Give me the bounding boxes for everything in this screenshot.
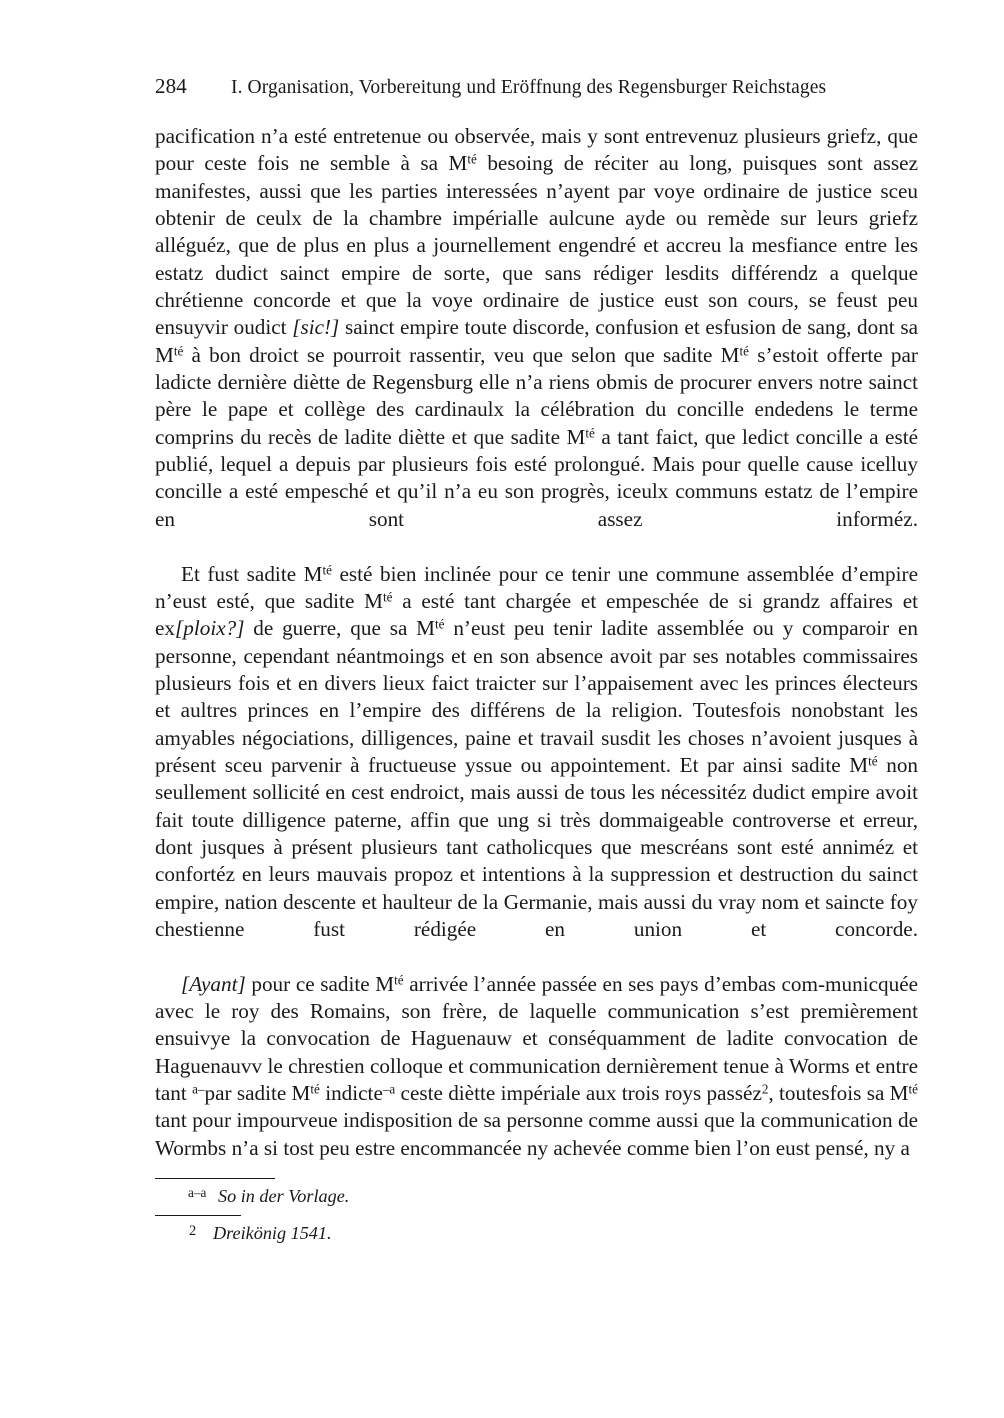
paragraph-3: [Ayant] pour ce sadite $M^{té}$ arrivée l’année passée en ses pays d’embas com-municquée avec le roy des Romains, son frère, de laquelle communication s’est premièrement ensuivye la convocation de Haguenauw et conséquamment de ladite convocation de Haguenauvv le chrestien colloque et communication dernièrement tenue à Worms et entre tant $^{a-}$par sadite $M^{té}$ indicte$^{-a}$ ceste diètte impériale aux trois roys passéz$^2$, toutesfois sa $M^{té}$ tant pour impourveue indisposition de sa personne comme aussi que la communication de Wormbs n’a si tost peu estre encommancée ny achevée comme bien l’on eust pensé, ny a <box>155 971 919 1160</box>
footnote-rule-numbered <box>155 1215 241 1216</box>
editorial-ayant: [Ayant] <box>181 971 246 996</box>
footnote-rule-variant <box>155 1178 275 1179</box>
page-number: 284 <box>155 74 187 98</box>
footnote-apparatus <box>155 1178 918 1252</box>
footnote-ref-2[interactable]: 2 <box>761 1081 769 1097</box>
footnote-a <box>155 1183 918 1209</box>
footnote-2 <box>155 1220 918 1246</box>
running-head <box>155 74 918 99</box>
footnote-marker-a: a–a <box>188 1185 207 1200</box>
footnote-ref-a-close[interactable]: –a <box>382 1081 396 1097</box>
footnote-a-text: So in der Vorlage. <box>218 1186 350 1206</box>
footnote-ref-a-open[interactable]: a– <box>192 1081 205 1097</box>
editorial-ploix: [ploix?] <box>175 616 245 641</box>
footnote-marker-2: 2 <box>189 1223 197 1239</box>
footnote-row-2 <box>155 1215 918 1246</box>
body-textblock <box>155 123 918 1162</box>
paragraph-2: Et fust sadite $M^{té}$ esté bien inclinée pour ce tenir une commune assemblée d’empire n’eust esté, que sadite $M^{té}$ a esté tant chargée et empeschée de si grandz affaires et ex[ploix?] de guerre, que sa $M^{té}$ n’eust peu tenir ladite assemblée ou y comparoir en personne, cependant néantmoings et en son absence avoit par ses notables commissaires plusieurs fois et en divers lieux faict traicter sur l’appaisement avec les princes électeurs et aultres princes en l’empire des différens de la religion. Toutesfois nonobstant les amyables négociations, dilligences, paine et travail susdit les choses n’avoient jusques à présent sceu parvenir à fructueuse yssue ou appointement. Et par ainsi sadite $M^{té}$ non seullement sollicité en cest endroict, mais aussi de tous les nécessitéz dudict empire avoit fait toute dilligence paterne, affin que ung si très dommaigeable controverse et erreur, dont jusques à présent plusieurs tant catholicques que mescréans sont esté anniméz et confortéz en leurs mauvais propoz et intentions à la suppression et destruction du sainct empire, nation descente et haulteur de la Germanie, mais aussi du vray nom et saincte foy chestienne fust rédigée en union et concorde. <box>155 561 919 941</box>
running-head-title: I. Organisation, Vorbereitung und Eröffnung des Regensburger Reichstages <box>231 77 827 98</box>
footnote-row-a <box>155 1178 918 1209</box>
paragraph-1: pacification n’a esté entretenue ou observée, mais y sont entrevenuz plusieurs griefz, que pour ceste fois ne semble à sa $M^{té}$ besoing de réciter au long, puisques sont assez manifestes, aussi que les parties interessées n’ayent par voye ordinaire de justice sceu obtenir de ceulx de la chambre impérialle aulcune ayde ou remède sur leurs griefz alléguéz, que de plus en plus a journellement engendré et accreu la mesfiance entre les estatz dudict sainct empire de sorte, que sans rédiger lesdits différendz a quelque chrétienne concorde et que la voye ordinaire de justice eust son cours, se feust peu ensuyvir oudict [sic!] sainct empire toute discorde, confusion et esfusion de sang, dont sa $M^{té}$ à bon droict se pourroit rassentir, veu que selon que sadite $M^{té}$ s’estoit offerte par ladicte dernière diètte de Regensburg elle n’a riens obmis de procurer envers notre sainct père le pape et collège des cardinaulx la célébration du concille endedens le terme comprins du recès de ladite diètte et que sadite $M^{té}$ a tant faict, que ledict concille a esté publié, lequel a depuis par plusieurs fois esté prolongué. Mais pour quelle cause icelluy concille a esté empesché et qu’il n’a eu son progrès, iceulx communs estatz de l’empire en sont assez informéz. <box>155 124 918 531</box>
footnote-2-text: Dreikönig 1541. <box>213 1223 332 1243</box>
editorial-sic: [sic!] <box>292 315 340 340</box>
